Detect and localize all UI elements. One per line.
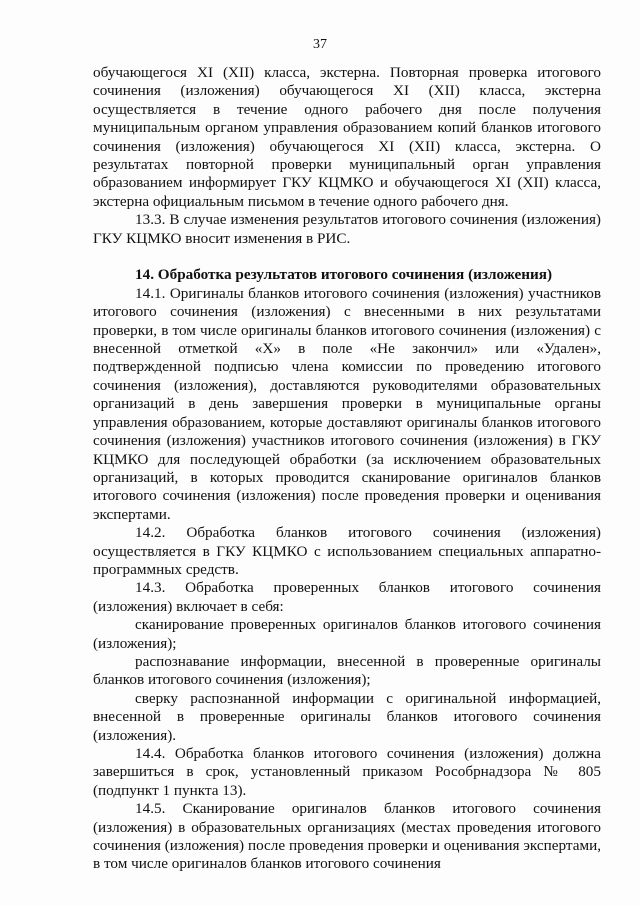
- paragraph: 14.4. Обработка бланков итогового сочинения (изложения) должна завершиться в срок, установленный приказом Рособрнадзора № 805 (подпункт 1 пункта 13).: [93, 745, 601, 799]
- list-item: сверку распознанной информации с оригинальной информацией, внесенной в проверенные оригиналы бланков итогового сочинения (изложения).: [93, 689, 601, 744]
- paragraph: обучающегося XI (XII) класса, экстерна. Повторная проверка итогового сочинения (изложения) обучающегося XI (XII) класса, экстерна осуществляется в течение одного рабочего дня после получения муниципальным органом управления образованием копий бланков итогового сочинения (изложения) обучающегося XI (XII) класса, экстерна. О результатах повторной проверки муниципальный орган управления образованием информирует ГКУ КЦМКО и обучающегося XI (XII) класса, экстерна официальным письмом в течение одного рабочего дня.: [93, 64, 601, 210]
- section-heading: 14. Обработка результатов итогового сочинения (изложения): [135, 266, 553, 284]
- paragraph: 14.2. Обработка бланков итогового сочинения (изложения) осуществляется в ГКУ КЦМКО с использованием специальных аппаратно-программных средств.: [93, 524, 601, 578]
- paragraph: 13.3. В случае изменения результатов итогового сочинения (изложения) ГКУ КЦМКО вносит изменения в РИС.: [93, 211, 601, 247]
- paragraph: 14.3. Обработка проверенных бланков итогового сочинения (изложения) включает в себя:: [93, 579, 601, 615]
- blank-line: [93, 248, 601, 266]
- document-body: [93, 64, 601, 874]
- paragraph: 14.1. Оригиналы бланков итогового сочинения (изложения) участников итогового сочинения (изложения) с внесенными в них результатами проверки, в том числе оригиналы бланков итогового сочинения (изложения) с внесенной отметкой «X» в поле «Не закончил» или «Удален», подтвержденной подписью члена комиссии по проведению итогового сочинения (изложения), доставляются руководителями образовательных организаций в день завершения проверки в муниципальные органы управления образованием, которые доставляют оригиналы бланков итогового сочинения (изложения) участников итогового сочинения (изложения) в ГКУ КЦМКО для последующей обработки (за исключением образовательных организаций, в которых проводится сканирование оригиналов бланков итогового сочинения (изложения) после проведения проверки и оценивания экспертами.: [93, 284, 601, 523]
- page-number: 37: [313, 37, 327, 52]
- list-item: распознавание информации, внесенной в проверенные оригиналы бланков итогового сочинения (изложения);: [93, 652, 601, 689]
- list-item: сканирование проверенных оригиналов бланков итогового сочинения (изложения);: [93, 616, 601, 652]
- paragraph: 14.5. Сканирование оригиналов бланков итогового сочинения (изложения) в образовательных организациях (местах проведения итогового сочинения (изложения) после проведения проверки и оценивания экспертами, в том числе оригиналов бланков итогового сочинения: [93, 800, 601, 873]
